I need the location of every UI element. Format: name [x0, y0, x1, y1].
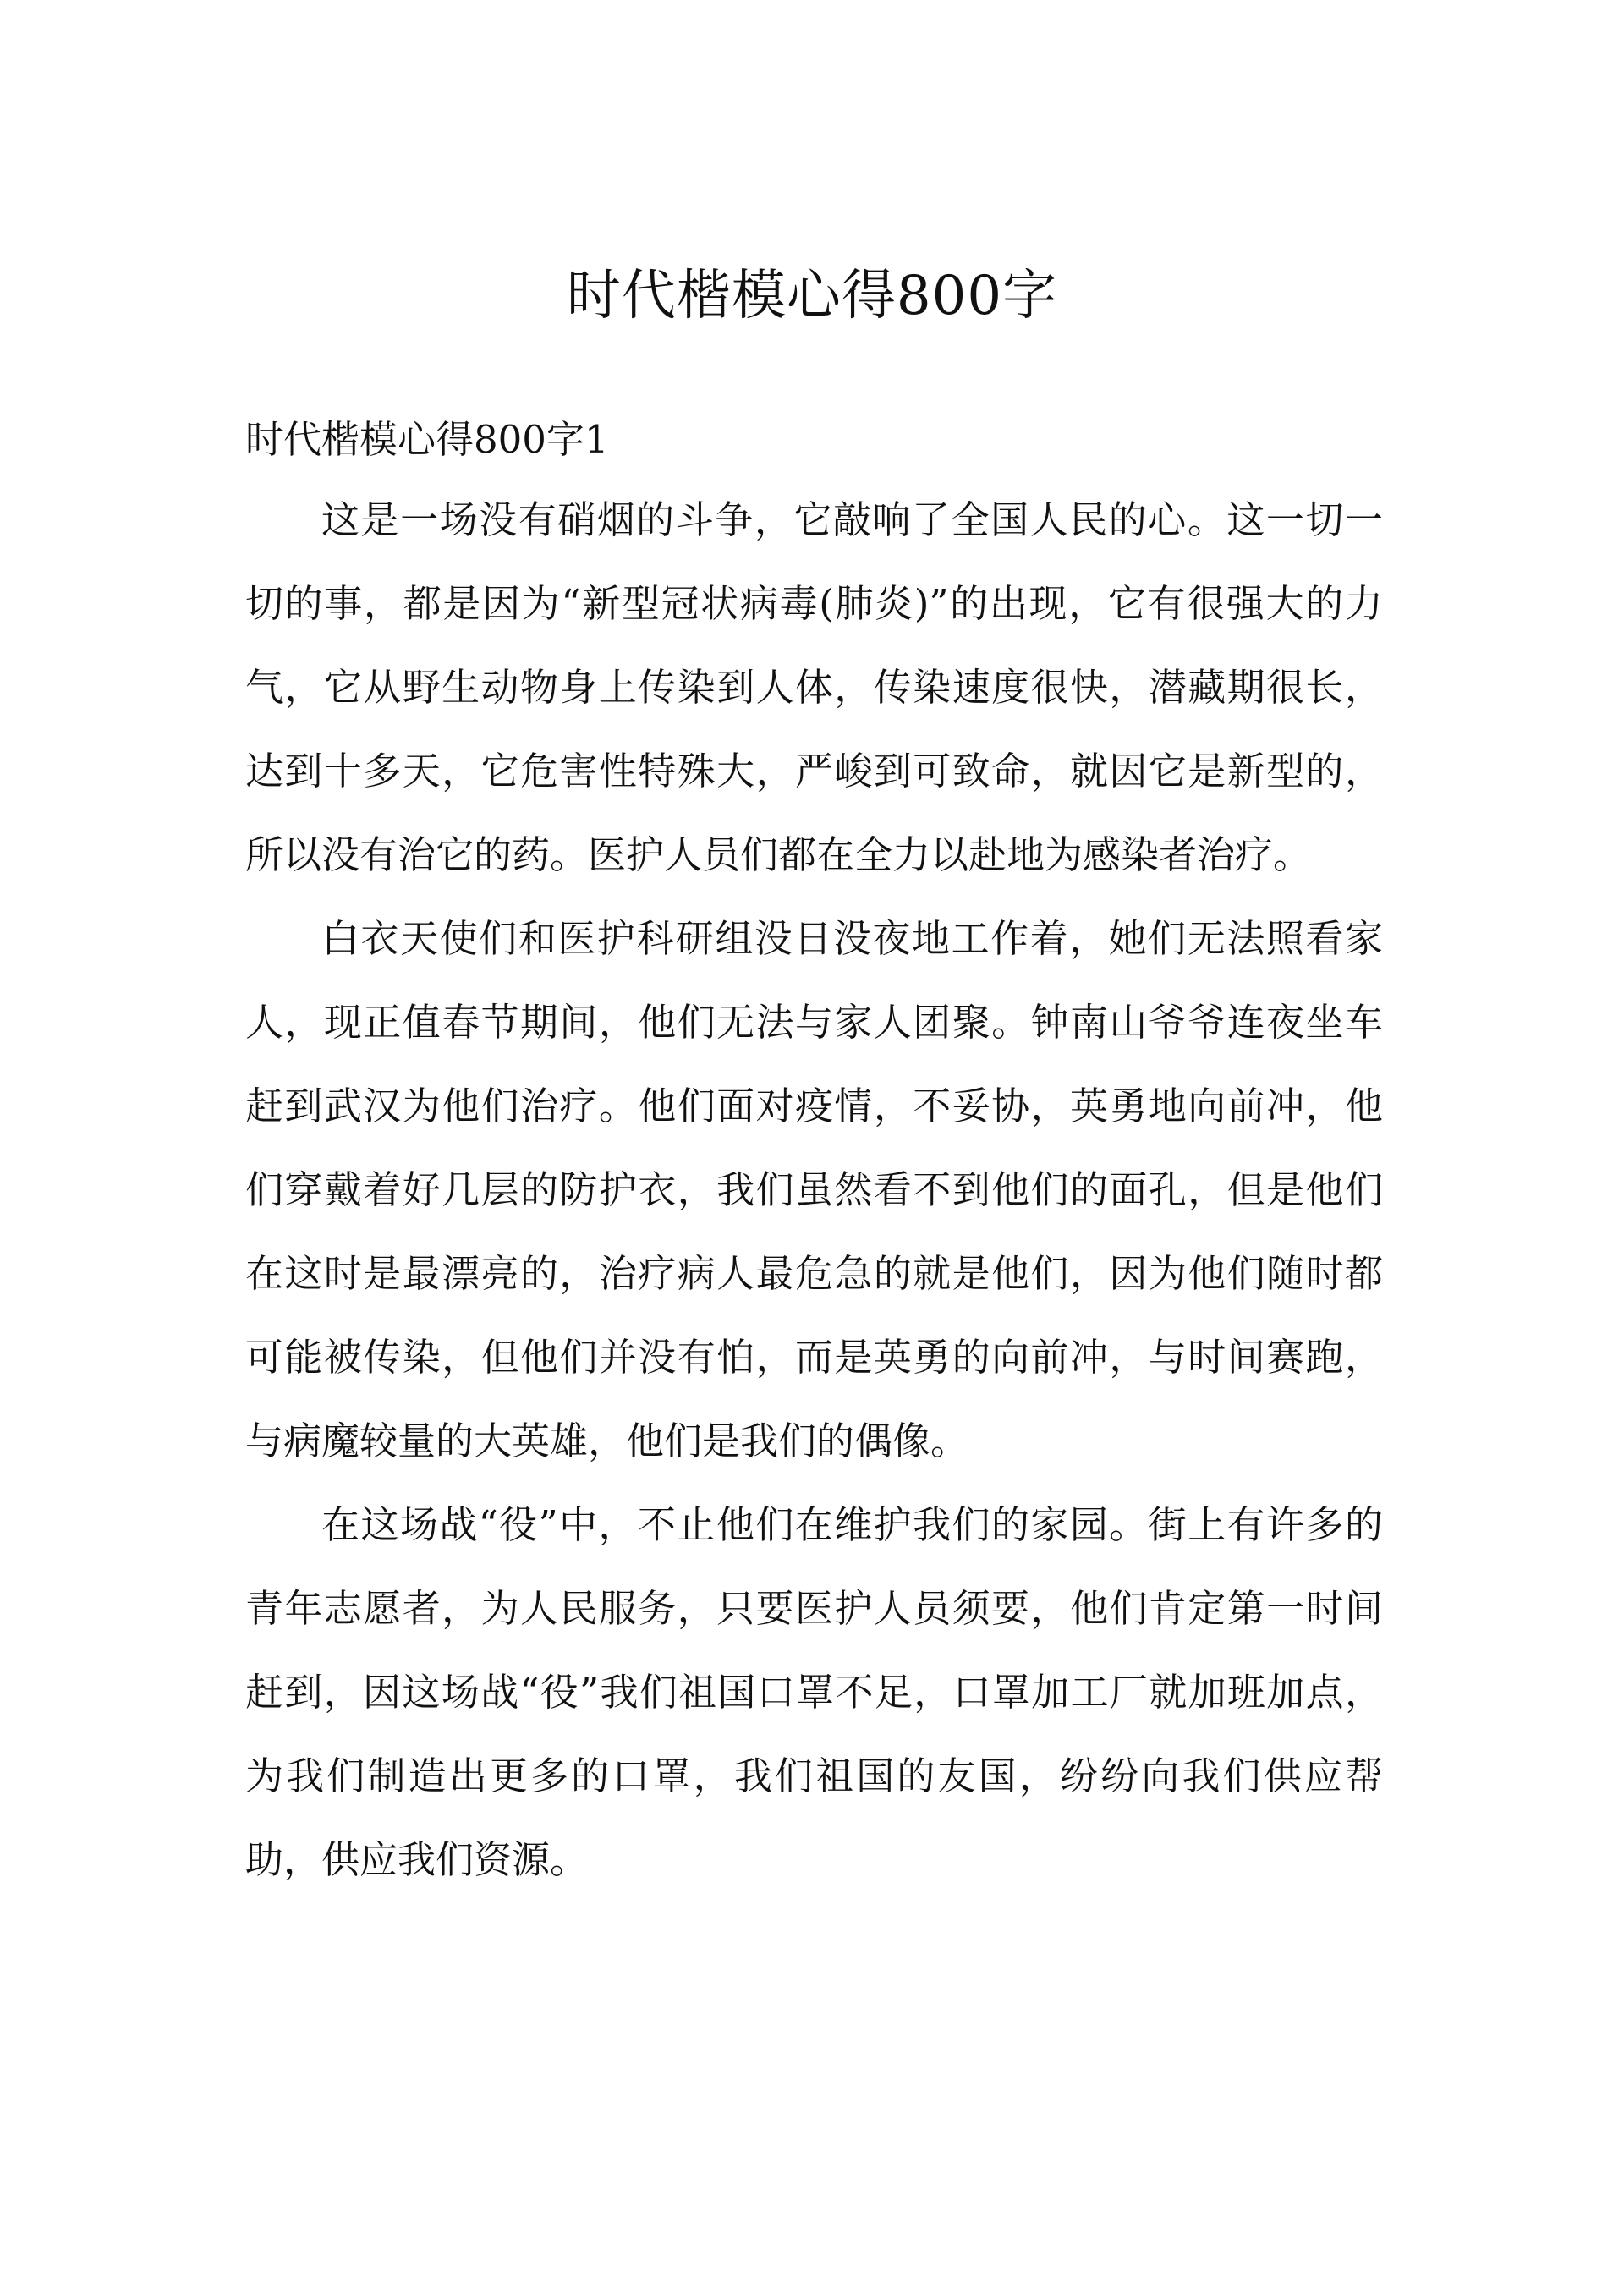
paragraph-3: 在这场战“役”中，不止他们在维护我们的家园。街上有许多的青年志愿者，为人民服务，只要医护人员须要，他们肯定第一时间赶到，因这场战“役”我们祖国口罩不足，口罩加工厂就加班加点，为我们制造出更多的口罩，我们祖国的友国，纷纷向我们供应帮助，供应我们资源。 — [245, 1502, 1383, 1882]
document-title: 时代楷模心得800字 — [566, 265, 1058, 327]
document-body — [245, 478, 1383, 1902]
paragraph-2: 白衣天使们和医护科研组没日没夜地工作着，她们无法照看家人，现正值春节期间，他们无法与家人团聚。钟南山爷爷连夜坐车赶到武汉为他们治疗。他们面对疫情，不妥协，英勇地向前冲，他们穿戴着好几层的防护衣，我们虽然看不到他们的面孔，但是他们在这时是最漂亮的，治疗病人最危急的就是他们，因为他们随时都可能被传染，但他们并没有怕，而是英勇的向前冲，与时间赛跑，与病魔较量的大英雄，他们是我们的偶像。 — [245, 916, 1383, 1463]
section-heading: 时代楷模心得800字1 — [245, 417, 609, 462]
paragraph-1: 这是一场没有硝烟的斗争，它敲响了全国人民的心。这一切一切的事，都是因为“新型冠状病毒(肺炎)”的出现，它有很强大的力气，它从野生动物身上传染到人体，传染速度很快，潜藏期很长，达到十多天，它危害性特殊大，严峻到可致命，就因它是新型的，所以没有治它的药。医护人员们都在全力以赴地为感染者治疗。 — [245, 497, 1383, 877]
